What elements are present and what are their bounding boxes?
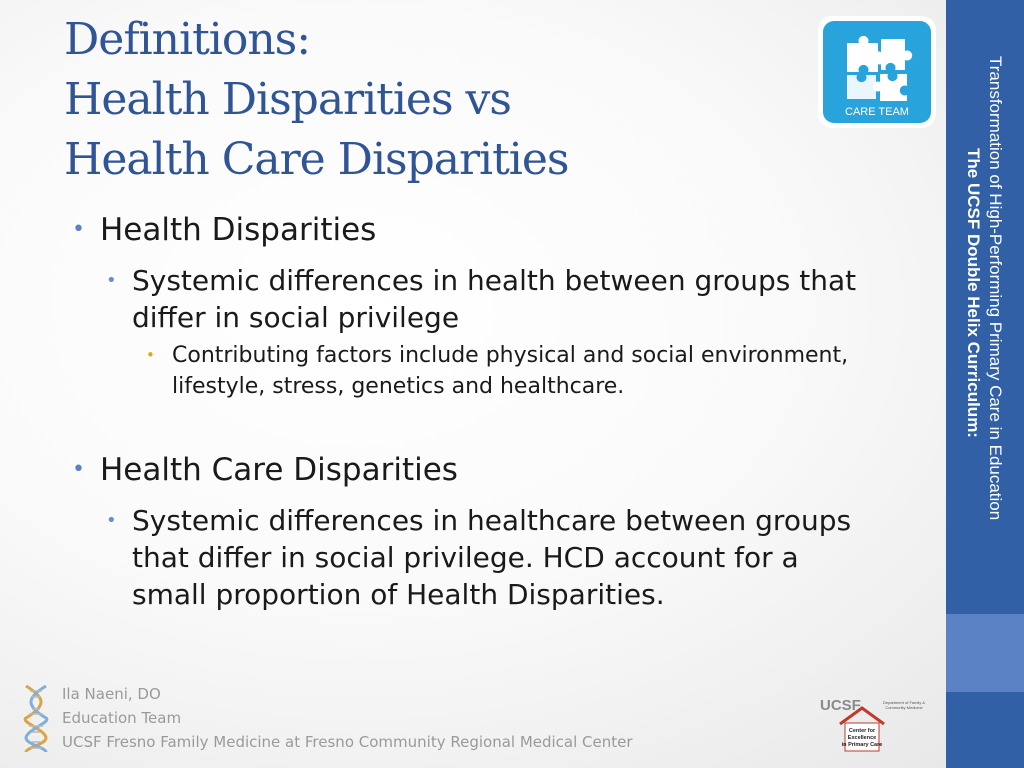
puzzle-pieces-icon bbox=[823, 21, 931, 107]
bullet-dot-icon: • bbox=[72, 457, 85, 482]
bullet-dot-icon: • bbox=[72, 217, 85, 242]
care-team-badge bbox=[818, 16, 936, 128]
sidebar-title: The UCSF Double Helix Curriculum: bbox=[964, 148, 983, 438]
logo-center-line3: in Primary Care bbox=[841, 742, 883, 748]
title-line-3: Health Care Disparities bbox=[64, 134, 569, 185]
title-line-1: Definitions: bbox=[64, 14, 311, 65]
sub-bullet-text: Systemic differences in healthcare between groups that differ in social privilege. HCD account for a small proportion of Health Disparities. bbox=[132, 504, 852, 611]
sub-sub-bullet-text: Contributing factors include physical and social environment, lifestyle, stress, genetics and healthcare. bbox=[172, 343, 849, 399]
slide-title bbox=[64, 10, 784, 190]
footer-team: Education Team bbox=[62, 709, 182, 727]
footer-organization: UCSF Fresno Family Medicine at Fresno Community Regional Medical Center bbox=[62, 733, 633, 751]
sidebar-subtitle: Transformation of High-Performing Primary Care in Education bbox=[986, 56, 1005, 521]
ucsf-center-logo bbox=[818, 694, 936, 754]
logo-center-line1: Center for bbox=[848, 728, 876, 734]
bullet-dot-icon: • bbox=[106, 510, 117, 531]
logo-dept-line1: Department of Family & bbox=[882, 700, 926, 705]
sub-bullet-text: Systemic differences in health between groups that differ in social privilege bbox=[132, 264, 857, 334]
title-line-2: Health Disparities vs bbox=[64, 74, 511, 125]
bullet-dot-icon: • bbox=[146, 346, 155, 364]
logo-center-line2: Excellence bbox=[847, 735, 877, 741]
care-team-label: CARE TEAM bbox=[845, 106, 909, 118]
logo-dept-line2: Community Medicine bbox=[885, 705, 923, 710]
sidebar-caption bbox=[962, 56, 1006, 520]
bullet-heading: Health Care Disparities bbox=[100, 452, 458, 488]
footer-credits bbox=[62, 682, 633, 754]
dna-helix-icon bbox=[22, 684, 50, 754]
sidebar-accent-block bbox=[946, 614, 1024, 692]
bullet-heading: Health Disparities bbox=[100, 212, 377, 248]
logo-brand: UCSF bbox=[820, 697, 861, 714]
footer-author: Ila Naeni, DO bbox=[62, 685, 161, 703]
bullet-dot-icon: • bbox=[106, 270, 117, 291]
care-team-badge-panel bbox=[823, 21, 931, 123]
